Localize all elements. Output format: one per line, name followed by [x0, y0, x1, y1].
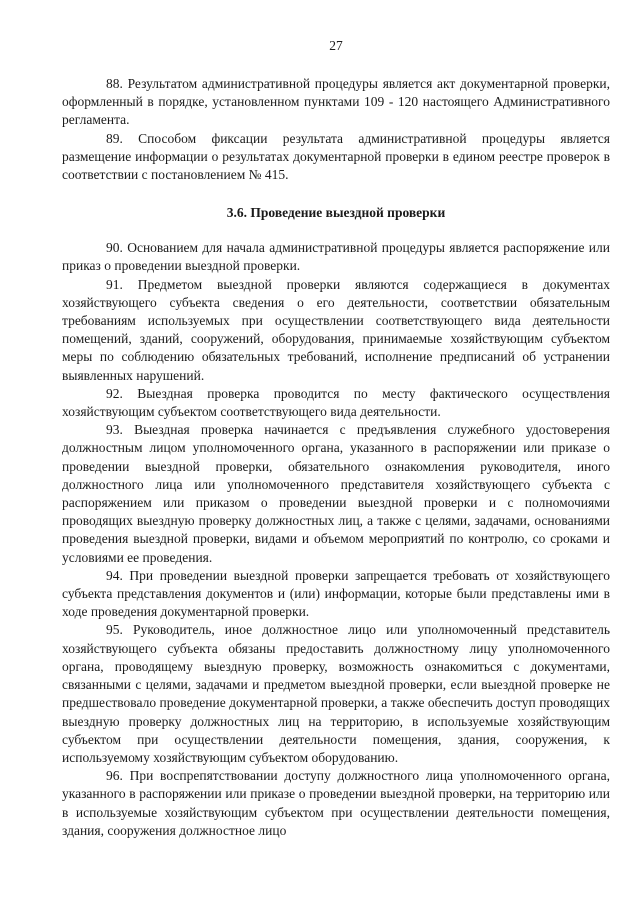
paragraph-89: 89. Способом фиксации результата административной процедуры является размещение информации о результатах документарной проверки в едином реестре проверок в соответствии с постановлением № 415. — [62, 130, 610, 183]
paragraph-91: 91. Предметом выездной проверки являются содержащиеся в документах хозяйствующего субъекта сведения о его деятельности, соответствии обязательным требованиям используемых при осуществлении соответствующего вида деятельности помещений, зданий, сооружений, оборудования, принимаемые хозяйствующим субъектом меры по соблюдению обязательных требований, исполнение предписаний об устранении выявленных нарушений. — [62, 276, 610, 383]
paragraph-90: 90. Основанием для начала административной процедуры является распоряжение или приказ о проведении выездной проверки. — [62, 240, 610, 274]
paragraph-96: 96. При воспрепятствовании доступу должностного лица уполномоченного органа, указанного в распоряжении или приказе о проведении выездной проверки, на территорию или в используемые хозяйствующим субъектом при осуществлении деятельности помещения, здания, сооружения должностное лицо — [62, 768, 610, 838]
page-number: 27 — [329, 38, 343, 53]
paragraph-92: 92. Выездная проверка проводится по месту фактического осуществления хозяйствующим субъектом соответствующего вида деятельности. — [62, 385, 610, 420]
paragraph-95: 95. Руководитель, иное должностное лицо или уполномоченный представитель хозяйствующего субъекта обязаны предоставить должностному лицу уполномоченного органа, проводящему выездную проверку, возможность ознакомиться с документами, связанными с целями, задачами и предметом выездной проверки, если выездной проверке не предшествовало проведение документарной проверки, а также обеспечить доступ проводящих выездную проверку должностных лиц на территорию, в используемые хозяйствующим субъектом при осуществлении деятельности помещения, здания, сооружения, к используемому хозяйствующим субъектом оборудованию. — [62, 622, 610, 765]
paragraph-93: 93. Выездная проверка начинается с предъявления служебного удостоверения должностным лицом уполномоченного органа, указанного в распоряжении или приказе о проведении выездной проверки, обязательного ознакомления руководителя, иного должностного лица или уполномоченного представителя хозяйствующего субъекта с распоряжением или приказом о проведении выездной проверки и с полномочиями проводящих выездную проверку должностных лиц, а также с целями, задачами, основаниями проведения выездной проверки, видами и объемом мероприятий по контролю, со сроками и условиями ее проведения. — [62, 422, 610, 565]
section-heading: 3.6. Проведение выездной проверки — [226, 205, 446, 221]
paragraph-88: 88. Результатом административной процедуры является акт документарной проверки, оформленный в порядке, установленном пунктами 109 - 120 настоящего Административного регламента. — [62, 76, 610, 128]
paragraph-94: 94. При проведении выездной проверки запрещается требовать от хозяйствующего субъекта представления документов и (или) информации, которые были представлены ими в ходе проведения документарной проверки. — [62, 567, 610, 620]
